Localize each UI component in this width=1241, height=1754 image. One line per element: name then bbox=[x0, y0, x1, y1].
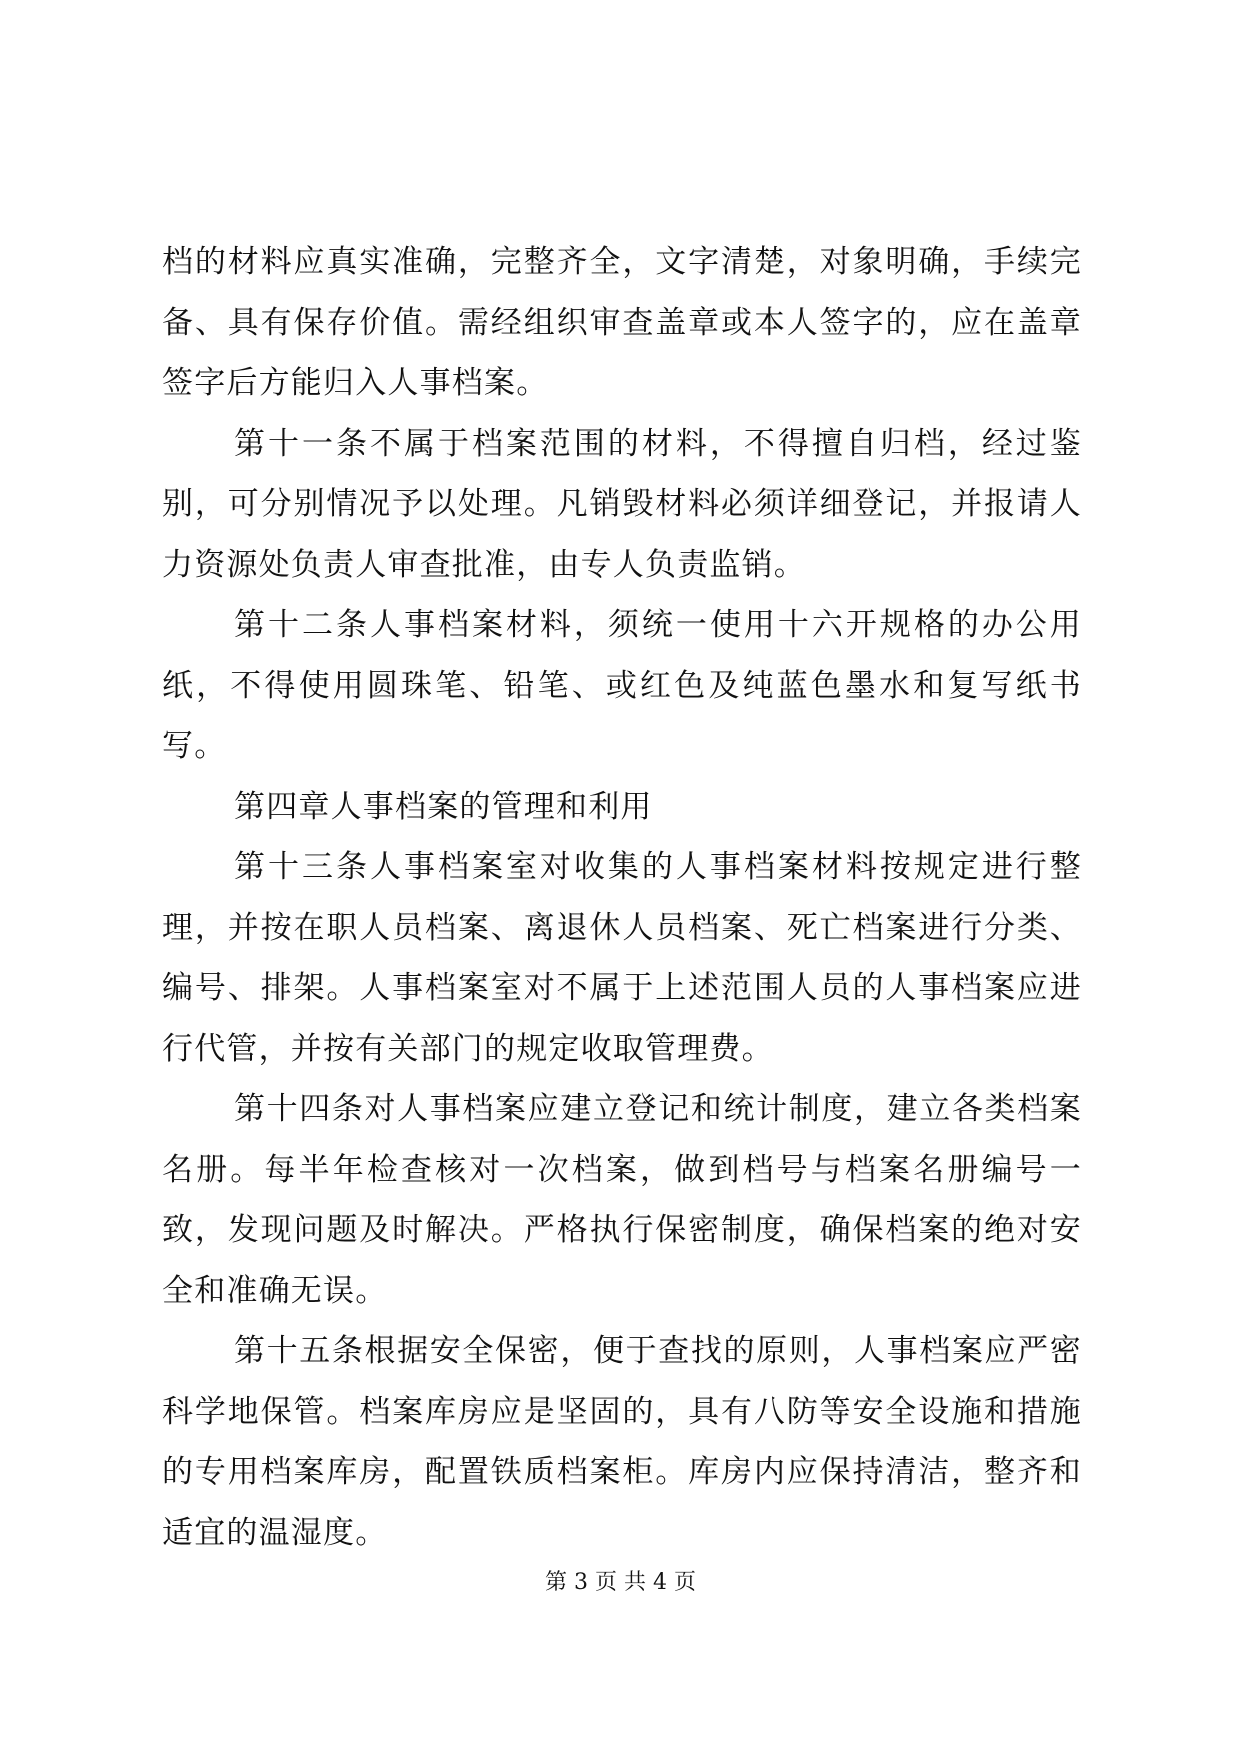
paragraph-article-14: 第十四条对人事档案应建立登记和统计制度，建立各类档案名册。每半年检查核对一次档案，做到档号与档案名册编号一致，发现问题及时解决。严格执行保密制度，确保档案的绝对安全和准确无误。 bbox=[162, 1091, 1082, 1309]
paragraph-article-15: 第十五条根据安全保密，便于查找的原则，人事档案应严密科学地保管。档案库房应是坚固的，具有八防等安全设施和措施的专用档案库房，配置铁质档案柜。库房内应保持清洁，整齐和适宜的温湿度。 bbox=[162, 1333, 1082, 1551]
paragraph-article-12: 第十二条人事档案材料，须统一使用十六开规格的办公用纸，不得使用圆珠笔、铅笔、或红色及纯蓝色墨水和复写纸书写。 bbox=[162, 607, 1082, 764]
chapter-heading: 第四章人事档案的管理和利用 bbox=[234, 788, 653, 825]
page-footer bbox=[0, 1568, 1241, 1598]
paragraph-article-13: 第十三条人事档案室对收集的人事档案材料按规定进行整理，并按在职人员档案、离退休人员档案、死亡档案进行分类、编号、排架。人事档案室对不属于上述范围人员的人事档案应进行代管，并按有关部门的规定收取管理费。 bbox=[162, 849, 1082, 1067]
paragraph-continuation: 档的材料应真实准确，完整齐全，文字清楚，对象明确，手续完备、具有保存价值。需经组织审查盖章或本人签字的，应在盖章签字后方能归入人事档案。 bbox=[162, 244, 1082, 401]
document-body bbox=[162, 232, 1082, 1563]
page-number-label: 第 3 页 共 4 页 bbox=[545, 1570, 696, 1595]
paragraph-article-11: 第十一条不属于档案范围的材料，不得擅自归档，经过鉴别，可分别情况予以处理。凡销毁材料必须详细登记，并报请人力资源处负责人审查批准，由专人负责监销。 bbox=[162, 425, 1082, 583]
